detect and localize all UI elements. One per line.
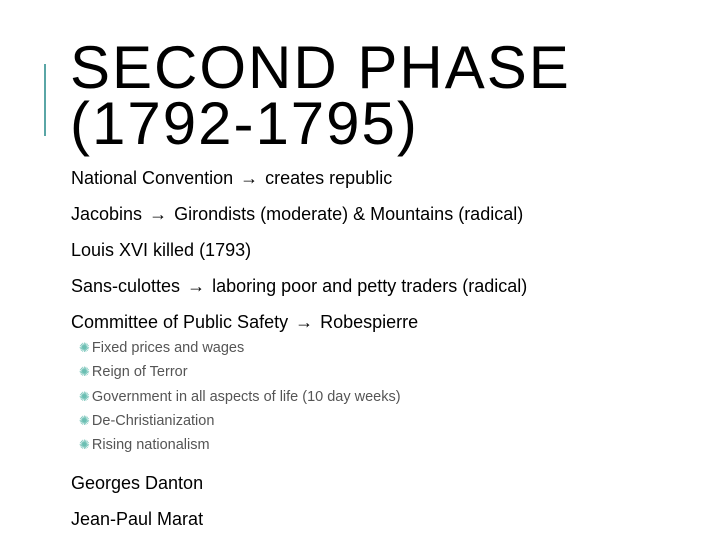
bullet-committee-public-safety bbox=[71, 310, 711, 334]
title-accent-bar bbox=[44, 64, 46, 136]
arrow-right-icon: → bbox=[240, 168, 259, 188]
bullet-text: National Convention bbox=[71, 168, 234, 188]
sub-bullet-item bbox=[79, 360, 711, 384]
bullet-text: Jean-Paul Marat bbox=[71, 509, 204, 530]
bullet-jean-paul-marat bbox=[71, 507, 711, 531]
bullet-georges-danton bbox=[71, 471, 711, 495]
sub-bullet-item bbox=[79, 385, 711, 409]
sub-bullet-item bbox=[79, 433, 711, 457]
sub-bullet-item bbox=[79, 336, 711, 360]
sub-bullet-text: De-Christianization bbox=[91, 412, 215, 429]
sun-bullet-icon: ✺ bbox=[79, 340, 90, 355]
bullet-text: Georges Danton bbox=[71, 473, 204, 494]
sun-bullet-icon: ✺ bbox=[79, 437, 90, 453]
bullet-text: Jacobins bbox=[71, 204, 143, 224]
bullet-text: Robespierre bbox=[320, 312, 419, 332]
bullet-text: Committee of Public Safety bbox=[71, 312, 289, 332]
bullet-louis-xvi bbox=[71, 238, 711, 262]
bullet-text: Sans-culottes bbox=[71, 276, 181, 296]
title-line-1: SECOND PHASE bbox=[70, 34, 571, 101]
sun-bullet-icon: ✺ bbox=[79, 364, 90, 380]
title-line-2: (1792-1795) bbox=[70, 90, 419, 157]
bullet-jacobins bbox=[71, 202, 711, 226]
sun-bullet-icon: ✺ bbox=[79, 388, 90, 404]
sub-bullet-text: Fixed prices and wages bbox=[91, 340, 245, 356]
sub-bullet-list bbox=[79, 336, 711, 457]
bullet-text: Girondists (moderate) & Mountains (radical) bbox=[174, 204, 524, 224]
slide-title bbox=[70, 34, 571, 157]
slide-body bbox=[71, 166, 711, 543]
bullet-text: creates republic bbox=[265, 168, 393, 188]
bullet-text: Louis XVI killed (1793) bbox=[71, 240, 252, 260]
sub-bullet-text: Reign of Terror bbox=[91, 364, 188, 381]
bullet-sans-culottes bbox=[71, 274, 711, 298]
arrow-right-icon: → bbox=[149, 204, 168, 224]
sub-bullet-text: Government in all aspects of life (10 day weeks) bbox=[91, 388, 401, 405]
sub-bullet-text: Rising nationalism bbox=[91, 437, 210, 454]
arrow-right-icon: → bbox=[187, 276, 206, 296]
arrow-right-icon: → bbox=[295, 312, 314, 332]
sub-bullet-item bbox=[79, 409, 711, 433]
bullet-national-convention bbox=[71, 166, 711, 190]
sun-bullet-icon: ✺ bbox=[79, 412, 90, 428]
bullet-text: laboring poor and petty traders (radical) bbox=[212, 276, 528, 296]
